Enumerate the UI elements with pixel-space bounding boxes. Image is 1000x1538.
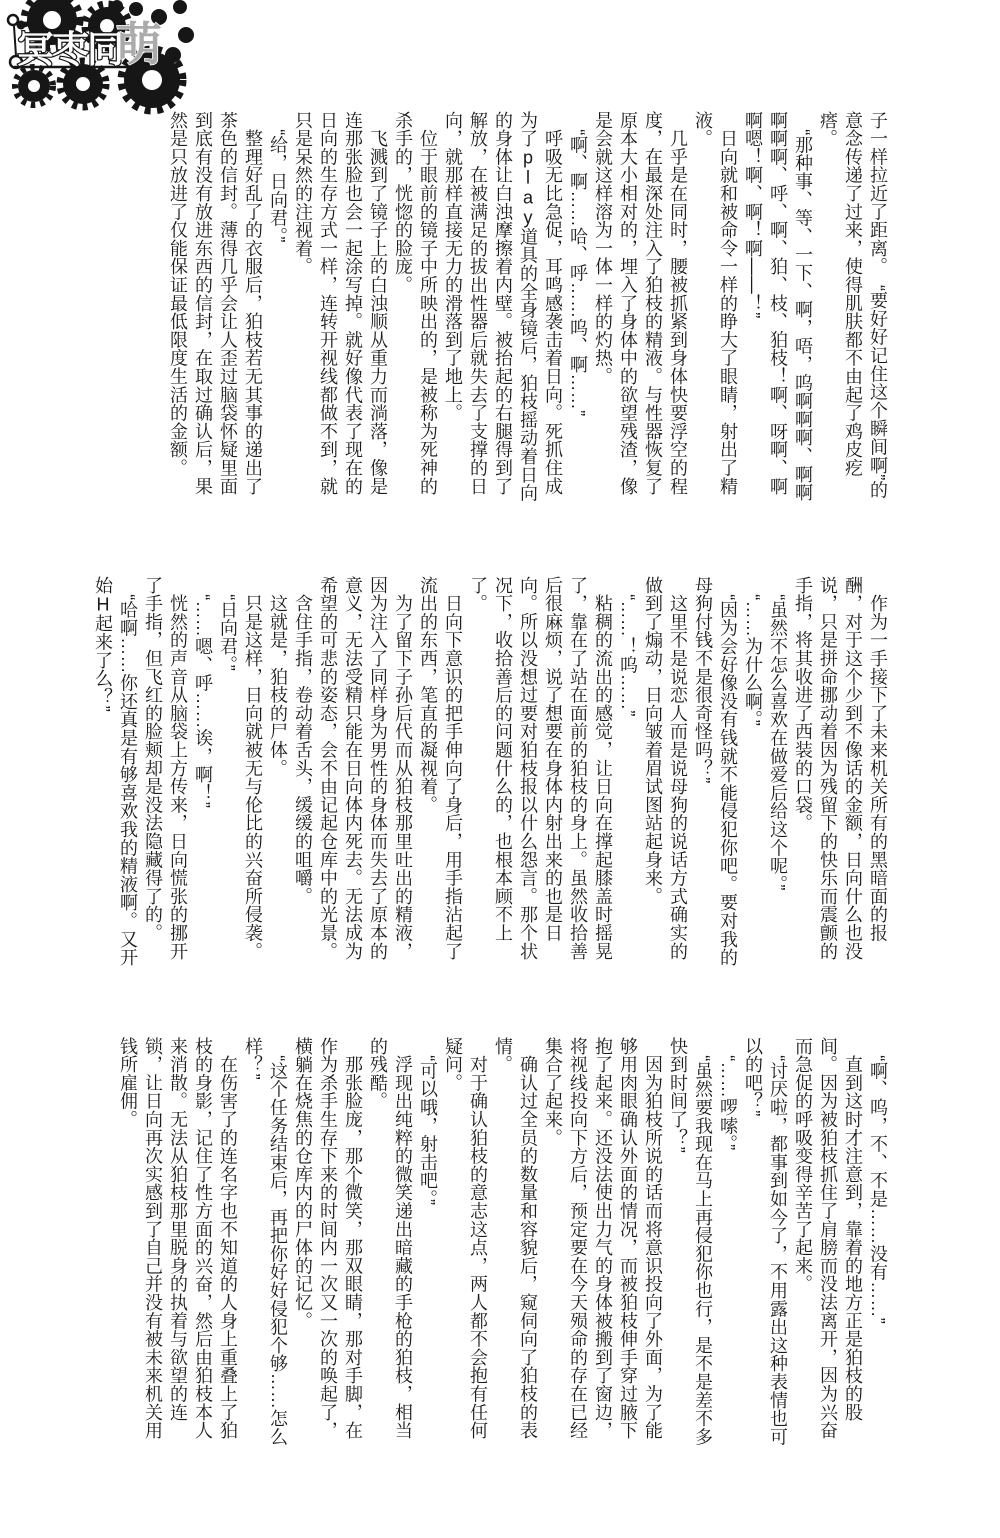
paragraph: “日向君。” [218, 576, 238, 672]
paragraph: 整理好乱了的衣服后，狛枝若无其事的递出了茶色的信封。薄得几乎会让人歪过脑袋怀疑里面到底有没有放进东西的信封，在取过确认后，果然是只放进了仅能保证最低限度生活的金额。 [168, 111, 263, 496]
text-section-top [165, 111, 890, 511]
paragraph: 几乎是在同时，腰被抓紧到身体快要浮空的程度，在最深处注入了狛枝的精液。与性器恢复了原本大小相对的，埋入了身体中的欲望残渣，像是会就这样溶为一体一样的灼热。 [593, 111, 688, 496]
paragraph: “讨厌啦，都事到如今了，不用露出这种表情也可以的吧？” [743, 1037, 788, 1446]
paragraph: 为了留下子孙后代而从狛枝那里吐出的精液，因为注入了同样身为男性的身体而失去了原本的意义，无法受精只能在日向体内死去。无法成为希望的可悲的姿态，会不由记起仓库中的光景。 [318, 576, 413, 961]
paragraph: “虽然不怎么喜欢在做爱后给这个呢。” [768, 576, 788, 891]
paragraph: 在伤害了的连名字也不知道的人身上重叠上了狛枝的身影，记住了性方面的兴奋，然后由狛枝本人来消散。无法从狛枝那里脱身的执着与欲望的连锁，让日向再次实感到了自己并没有被未来机关用钱所雇佣。 [118, 1037, 238, 1440]
paragraph: 作为一手接下了未来机关所有的黑暗面的报酬，对于这个少到不像话的金额，日向什么也没说，只是拼命挪动着因为残留下的快乐而震颤的手指，将其收进了西装的口袋。 [793, 576, 888, 961]
paragraph: 直到这时才注意到，靠着的地方正是狛枝的股间。因为被狛枝抓住了肩膀而没法离开，因为兴奋而急促的呼吸变得辛苦了起来。 [793, 1037, 863, 1440]
paragraph: “……！呜……” [618, 576, 638, 717]
paragraph: 飞溅到了镜子上的白浊顺从重力而淌落，像是连那张脸也会一起涂写掉。就好像代表了现在的日向的生存方式一样，连转开视线都做不到，就只是呆然的注视着。 [293, 111, 388, 496]
paragraph: “……为什么啊。” [743, 576, 763, 726]
paragraph: 这就是，狛枝的尸体。 [268, 576, 288, 778]
latin-run: play [518, 147, 538, 228]
paragraph: 呼吸无比急促，耳鸣感袭击着日向。死抓住成为了play道具的全身镜后，狛枝摇动着日向的身体让白浊摩擦着内壁。被抬起的右腿得到了解放，在被满足的拔出性器后就失去了支撑的日向，就那样直接无力的滑落到了地上。 [443, 111, 563, 503]
paragraph: 因为狛枝所说的话而将意识投向了外面，为了能够用肉眼确认外面的情况，而被狛枝伸手穿过腋下抱了起来。还没法使出力气的身体被搬到了窗边，将视线投向下方后，预定要在今天殒命的存在已经集合了起来。 [543, 1037, 663, 1440]
paragraph: “那种事、等、一下、啊，唔，呜啊啊啊、啊啊啊啊啊、呼、啊、狛、枝、狛枝！啊、呀啊、啊啊嗯！啊、啊！啊——！” [743, 111, 813, 502]
paragraph: “啊、呜，不、不是……没有……” [868, 1037, 888, 1325]
paragraph: “啊、啊……哈、呼……呜、啊……” [568, 111, 588, 417]
paragraph: “这个任务结束后，再把你好好侵犯个够……怎么样？” [243, 1037, 288, 1446]
scanlation-group-logo [4, 0, 200, 120]
paragraph: 子一样拉近了距离。 “要好好记住这个瞬间啊”的意念传递了过来，使得肌肤都不由起了鸡皮疙瘩。 [818, 111, 888, 499]
text-section-middle [90, 576, 890, 976]
logo-text-accent: 萌 [116, 18, 162, 70]
paragraph: 位于眼前的镜子中所映出的，是被称为死神的杀手的，恍惚的脸庞。 [393, 111, 438, 496]
logo-text: 冥枣同 [17, 29, 122, 70]
paragraph: 对于确认狛枝的意志这点，两人都不会抱有任何疑问。 [443, 1037, 488, 1440]
paragraph: 日向下意识的把手伸向了身后，用手指沾起了流出的东西，笔直的凝视着。 [418, 576, 463, 961]
paragraph: “虽然要我现在马上再侵犯你也行，是不是差不多快到时间了？” [668, 1037, 713, 1446]
paragraph: “给，日向君。” [268, 111, 288, 243]
paragraph: 这里不是说恋人而是说母狗的说话方式确实的做到了煽动，日向皱着眉试图站起身来。 [643, 576, 688, 961]
paragraph: “哈啊……你还真是有够喜欢我的精液啊。又开始H起来了么？” [93, 576, 138, 967]
paragraph: 日向就和被命令一样的睁大了眼睛，射出了精液。 [693, 111, 738, 496]
paragraph: 恍然的声音从脑袋上方传来，日向慌张的挪开了手指，但飞红的脸颊却是没法隐藏得了的。 [143, 576, 188, 961]
latin-run: H [93, 594, 113, 615]
text-section-bottom [115, 1037, 890, 1453]
paragraph: 那张脸庞，那个微笑，那双眼睛，那对手脚，在作为杀手生存下来的时间内一次又一次的唤起了，横躺在烧焦的仓库内的尸体的记忆。 [293, 1037, 363, 1440]
gear-icon [15, 67, 53, 105]
paragraph: “……啰嗦。” [718, 1037, 738, 1151]
paragraph: “可以哦，射击吧。” [418, 1037, 438, 1206]
paragraph: “因为会好像没有钱就不能侵犯你吧。要对我的母狗付钱不是很奇怪吗？” [693, 576, 738, 967]
paragraph: “……嗯、呼……诶，啊！” [193, 576, 213, 809]
paragraph: 粘稠的流出的感觉，让日向在撑起膝盖时摇晃了，靠在了站在面前的狛枝的身上。虽然收拾善后很麻烦，说了想要在身体内射出来的也是日向。所以没想过要对狛枝报以什么怨言。那个状况下，收拾善后的问题什么的，也根本顾不上了。 [468, 576, 613, 961]
paragraph: 确认过全员的数量和容貌后，窥伺向了狛枝的表情。 [493, 1037, 538, 1440]
paragraph: 浮现出纯粹的微笑递出暗藏的手枪的狛枝，相当的残酷。 [368, 1037, 413, 1440]
paragraph: 只是这样，日向就被无与伦比的兴奋所侵袭。 [243, 576, 263, 961]
paragraph: 含住手指，卷动着舌头，缓缓的咀嚼。 [293, 576, 313, 906]
